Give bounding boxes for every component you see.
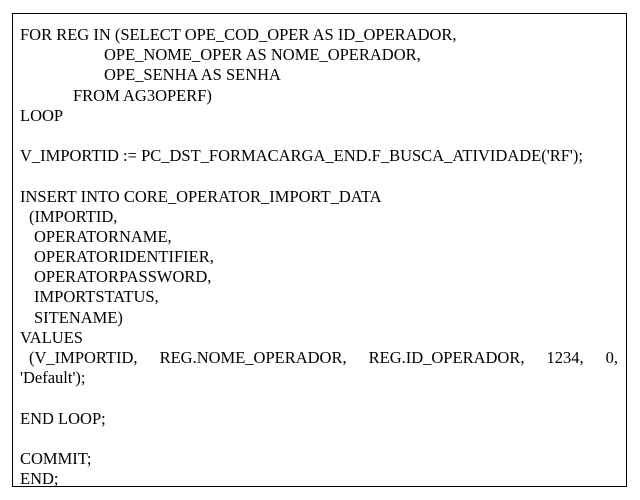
blank-line [20, 429, 618, 449]
code-line: END; [20, 469, 59, 489]
code-line: END LOOP; [20, 408, 106, 428]
code-line: OPERATORNAME, [34, 226, 172, 246]
code-line: OPE_NOME_OPER AS NOME_OPERADOR, [104, 45, 421, 65]
code-token: (V_IMPORTID, [29, 348, 138, 367]
code-line: 'Default'); [20, 368, 86, 388]
code-token: REG.ID_OPERADOR, [368, 348, 525, 367]
code-line: (IMPORTID, [29, 206, 118, 226]
code-line: OPERATORPASSWORD, [34, 267, 212, 287]
code-line: OPE_SENHA AS SENHA [104, 65, 281, 85]
code-line: FROM AG3OPERF) [73, 85, 212, 105]
code-line: SITENAME) [34, 307, 123, 327]
code-line: FOR REG IN (SELECT OPE_COD_OPER AS ID_OPERADOR, [20, 25, 457, 44]
code-line: INSERT INTO CORE_OPERATOR_IMPORT_DATA [20, 186, 382, 206]
code-line: OPERATORIDENTIFIER, [34, 247, 214, 267]
code-line: LOOP [20, 105, 64, 125]
blank-line [20, 126, 618, 146]
code-token: 0, [605, 348, 618, 367]
code-line: IMPORTSTATUS, [34, 287, 159, 307]
blank-line [20, 166, 618, 186]
blank-line [20, 388, 618, 408]
code-token: REG.NOME_OPERADOR, [159, 348, 347, 367]
code-line: COMMIT; [20, 448, 92, 468]
code-line [20, 348, 618, 368]
code-line: V_IMPORTID := PC_DST_FORMACARGA_END.F_BUSCA_ATIVIDADE('RF'); [20, 146, 583, 166]
code-token: 1234, [546, 348, 584, 367]
code-listing [12, 13, 627, 487]
code-line: VALUES [20, 327, 83, 347]
